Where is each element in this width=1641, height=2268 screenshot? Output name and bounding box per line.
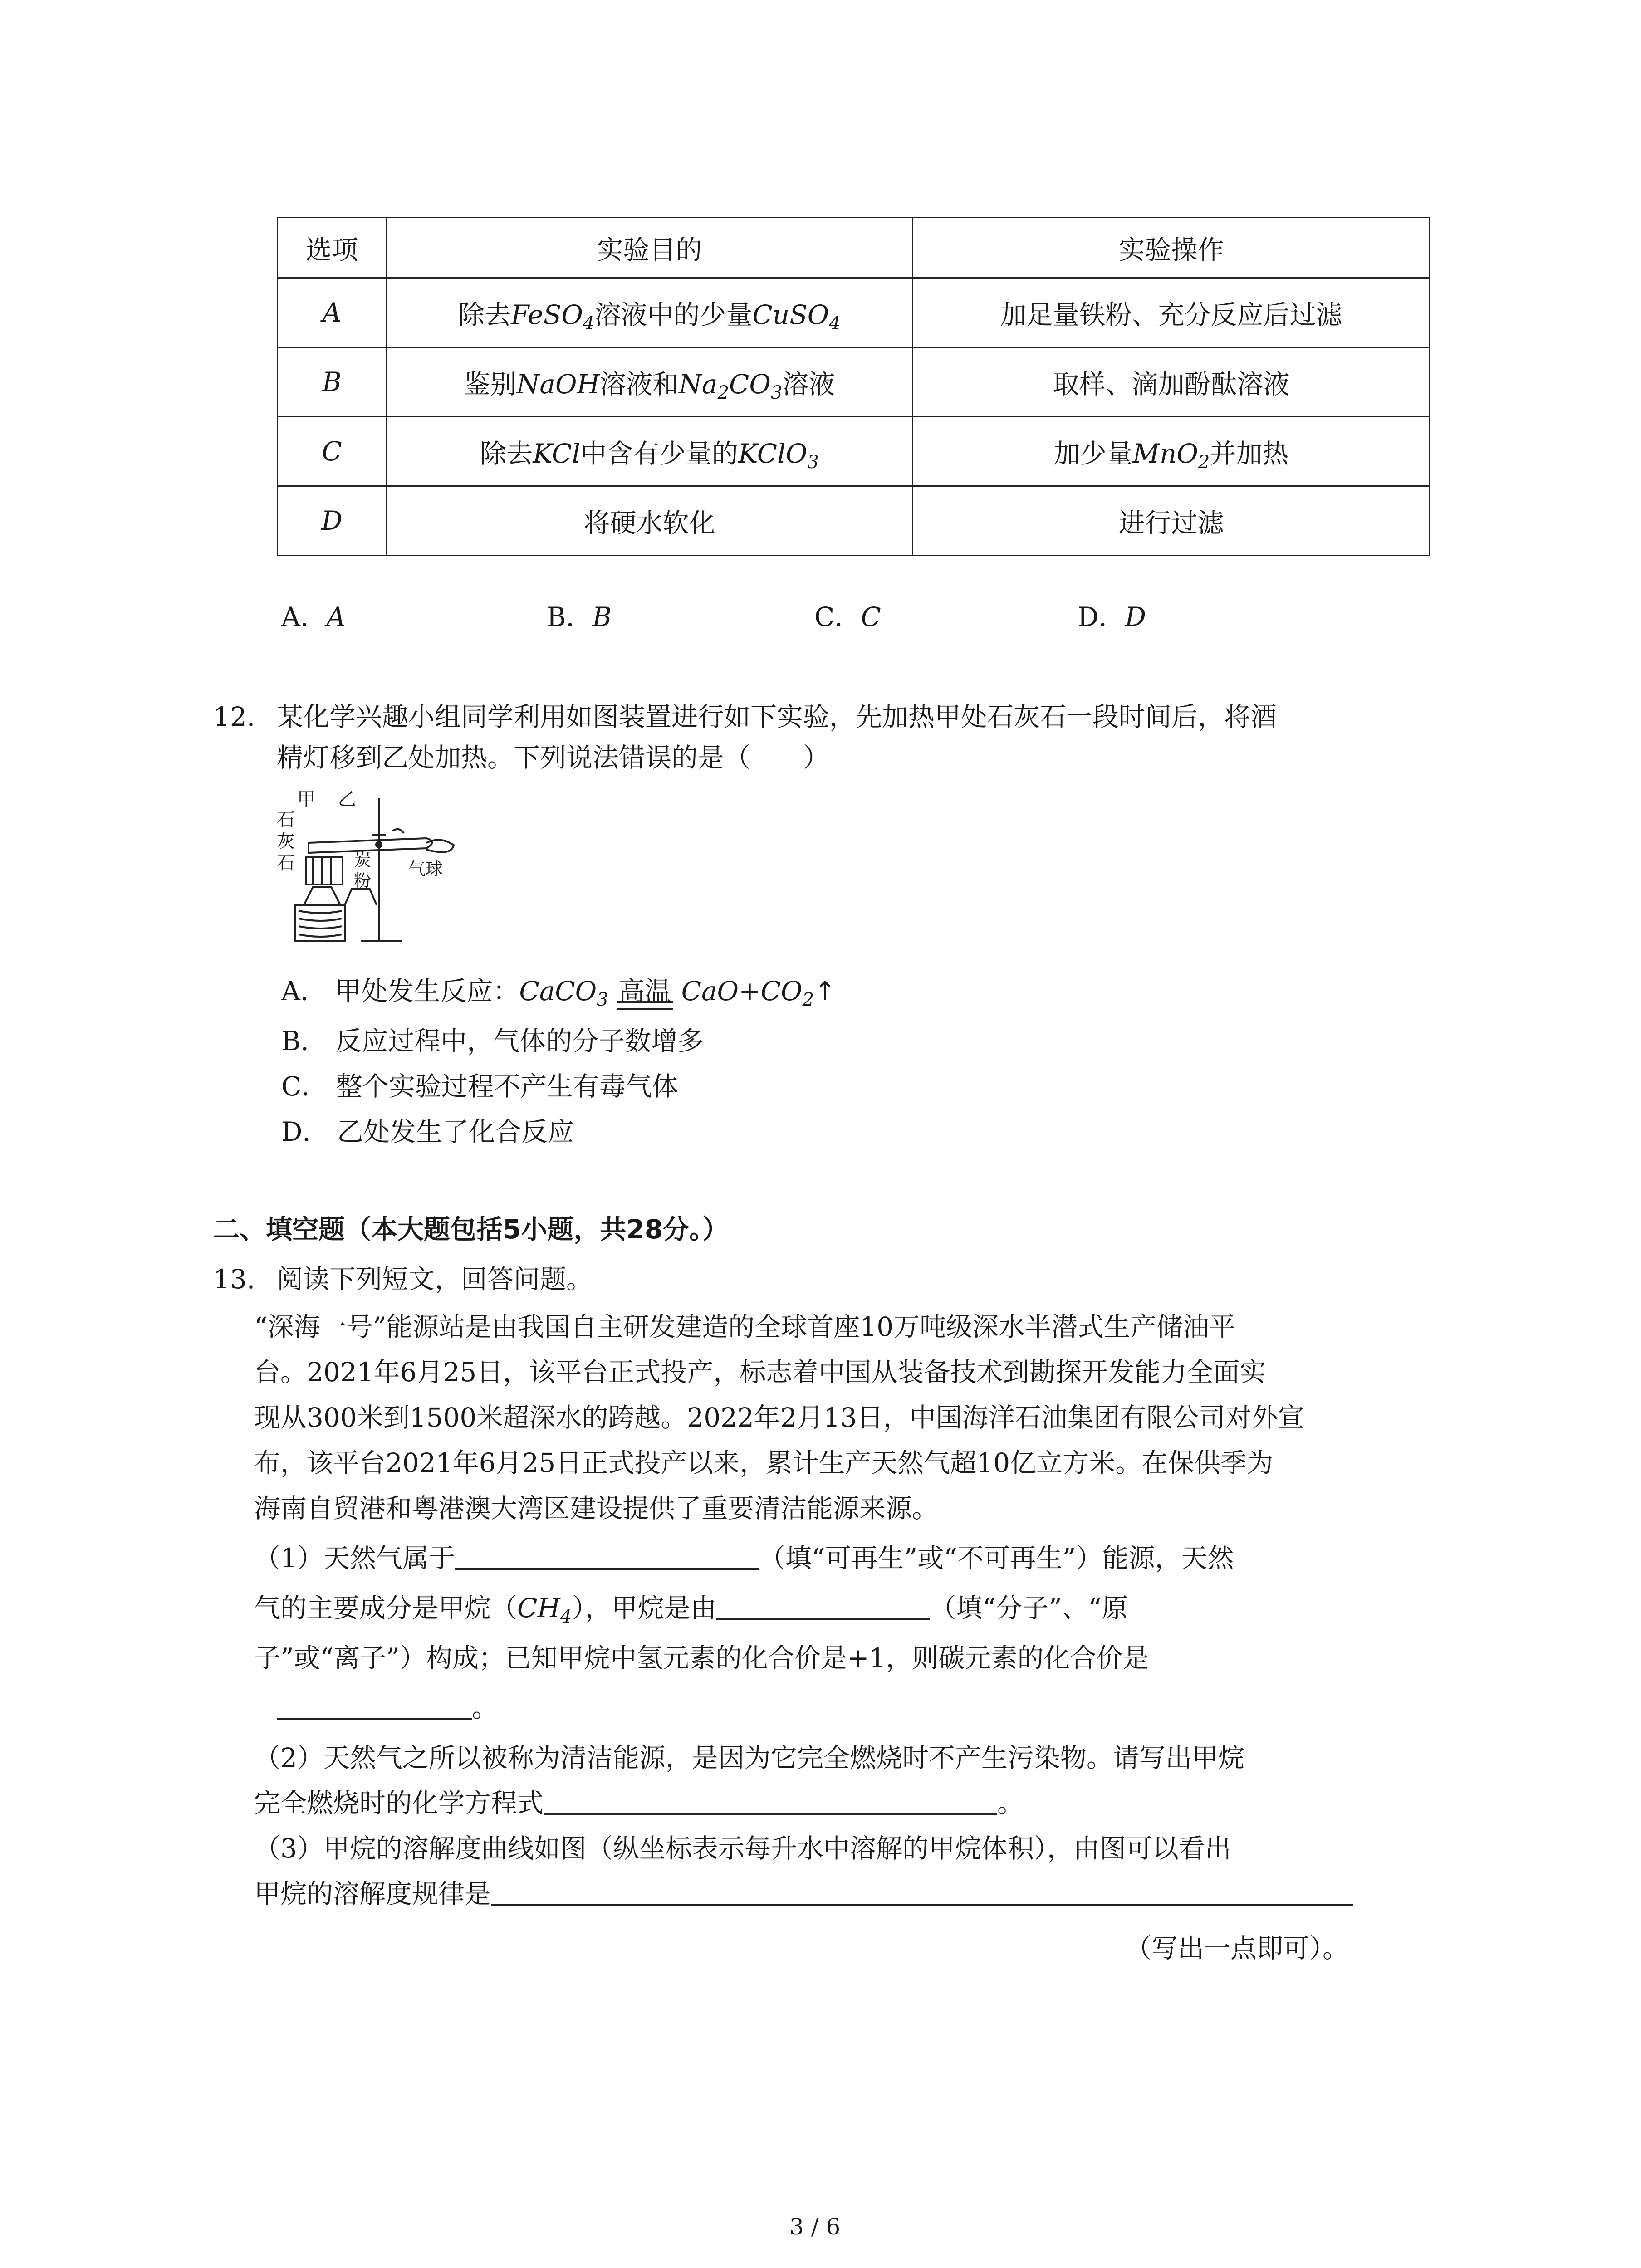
subquestion-2: （2）天然气之所以被称为清洁能源，是因为它完全燃烧时不产生污染物。请写出甲烷: [254, 1742, 1244, 1773]
label-qiqiu: 气球: [408, 859, 443, 879]
option-b: B． 反应过程中，气体的分子数增多: [281, 1026, 704, 1056]
table-cell-purpose: 除去KCl中含有少量的KClO$_3$: [387, 417, 913, 486]
label-tan: 炭: [354, 850, 372, 870]
table-cell-operation: 加少量MnO$_2$并加热: [913, 417, 1430, 486]
apparatus-figure: [277, 789, 467, 953]
label-shi2: 石: [277, 853, 295, 874]
option-a: A． 甲处发生反应：CaCO$_3$ 高温 $CaO+CO_2↑$: [281, 968, 836, 1014]
question-number: 13.: [213, 1264, 255, 1295]
choice-d: D．D: [1078, 601, 1146, 632]
section-heading: 二、填空题（本大题包括5小题，共28分。）: [213, 1214, 729, 1245]
table-cell-operation: 进行过滤: [913, 486, 1430, 556]
answer-blank[interactable]: [491, 1877, 1353, 1906]
label-jia: 甲: [297, 789, 315, 810]
subquestion-1-cont: 气的主要成分是甲烷$(CH_4)$，甲烷是由 （填“分子”、“原: [254, 1585, 1128, 1631]
choice-c: C．C: [814, 601, 881, 632]
label-yi: 乙: [338, 789, 356, 810]
question-number: 12.: [213, 701, 255, 732]
subquestion-3-cont: 甲烷的溶解度规律是: [254, 1871, 1353, 1916]
table-row: [278, 417, 1430, 486]
table-header: 选项: [278, 218, 387, 278]
table-cell-purpose: 将硬水软化: [387, 486, 913, 556]
table-row: [278, 486, 1430, 556]
question-text: 阅读下列短文，回答问题。: [277, 1264, 593, 1295]
answer-blank[interactable]: [544, 1786, 997, 1815]
answer-blank[interactable]: [716, 1591, 930, 1620]
table-cell-purpose: 除去FeSO$_4$溶液中的少量CuSO$_4$: [387, 278, 913, 347]
table-header: 实验操作: [913, 218, 1430, 278]
reaction-condition: 高温: [617, 968, 673, 1014]
subquestion-3-note: （写出一点即可）。: [1125, 1933, 1349, 1964]
carbon-powder-dot: [375, 841, 382, 848]
subquestion-1-end: 。: [277, 1685, 498, 1730]
experiment-table: [277, 217, 1430, 556]
answer-blank[interactable]: [277, 1691, 472, 1720]
subquestion-1-cont: 子”或“离子”）构成；已知甲烷中氢元素的化合价是+1，则碳元素的化合价是: [254, 1642, 1149, 1673]
choice-a: A．A: [281, 601, 346, 632]
table-row: [278, 347, 1430, 417]
passage-line: 台。2021年6月25日，该平台正式投产，标志着中国从装备技术到勘探开发能力全面实: [254, 1357, 1266, 1388]
table-cell-operation: 取样、滴加酚酞溶液: [913, 347, 1430, 417]
table-row: [278, 278, 1430, 347]
passage-line: “深海一号”能源站是由我国自主研发建造的全球首座10万吨级深水半潜式生产储油平: [254, 1311, 1236, 1342]
passage-line: 现从300米到1500米超深水的跨越。2022年2月13日，中国海洋石油集团有限公司对外宣: [254, 1402, 1304, 1433]
table-header: 实验目的: [387, 218, 913, 278]
answer-blank[interactable]: [455, 1541, 759, 1570]
passage-line: 布，该平台2021年6月25日正式投产以来，累计生产天然气超10亿立方米。在保供季为: [254, 1447, 1274, 1478]
subquestion-3: （3）甲烷的溶解度曲线如图（纵坐标表示每升水中溶解的甲烷体积），由图可以看出: [254, 1833, 1231, 1864]
table-cell-option: A: [278, 278, 387, 347]
table-cell-option: D: [278, 486, 387, 556]
subquestion-2-cont: 完全燃烧时的化学方程式 。: [254, 1780, 1024, 1826]
gas-arrow-icon: ↑: [814, 976, 836, 1007]
table-cell-option: C: [278, 417, 387, 486]
table-header-row: [278, 218, 1430, 278]
label-hui: 灰: [277, 831, 295, 852]
label-shi: 石: [277, 809, 295, 830]
option-c: C． 整个实验过程不产生有毒气体: [281, 1071, 678, 1102]
choice-b: B．B: [547, 601, 612, 632]
question-text: 某化学兴趣小组同学利用如图装置进行如下实验，先加热甲处石灰石一段时间后，将酒: [277, 701, 1277, 732]
option-d: D． 乙处发生了化合反应: [281, 1116, 574, 1147]
table-cell-purpose: 鉴别NaOH溶液和$Na_2CO_3$溶液: [387, 347, 913, 417]
passage-line: 海南自贸港和粤港澳大湾区建设提供了重要清洁能源来源。: [254, 1493, 939, 1524]
subquestion-1: （1）天然气属于 （填“可再生”或“不可再生”）能源，天然: [254, 1535, 1234, 1581]
label-fen: 粉: [354, 870, 372, 890]
question-text: 精灯移到乙处加热。下列说法错误的是（ ）: [277, 742, 830, 773]
page-number: 3 / 6: [789, 2214, 841, 2240]
table-cell-option: B: [278, 347, 387, 417]
table-cell-operation: 加足量铁粉、充分反应后过滤: [913, 278, 1430, 347]
